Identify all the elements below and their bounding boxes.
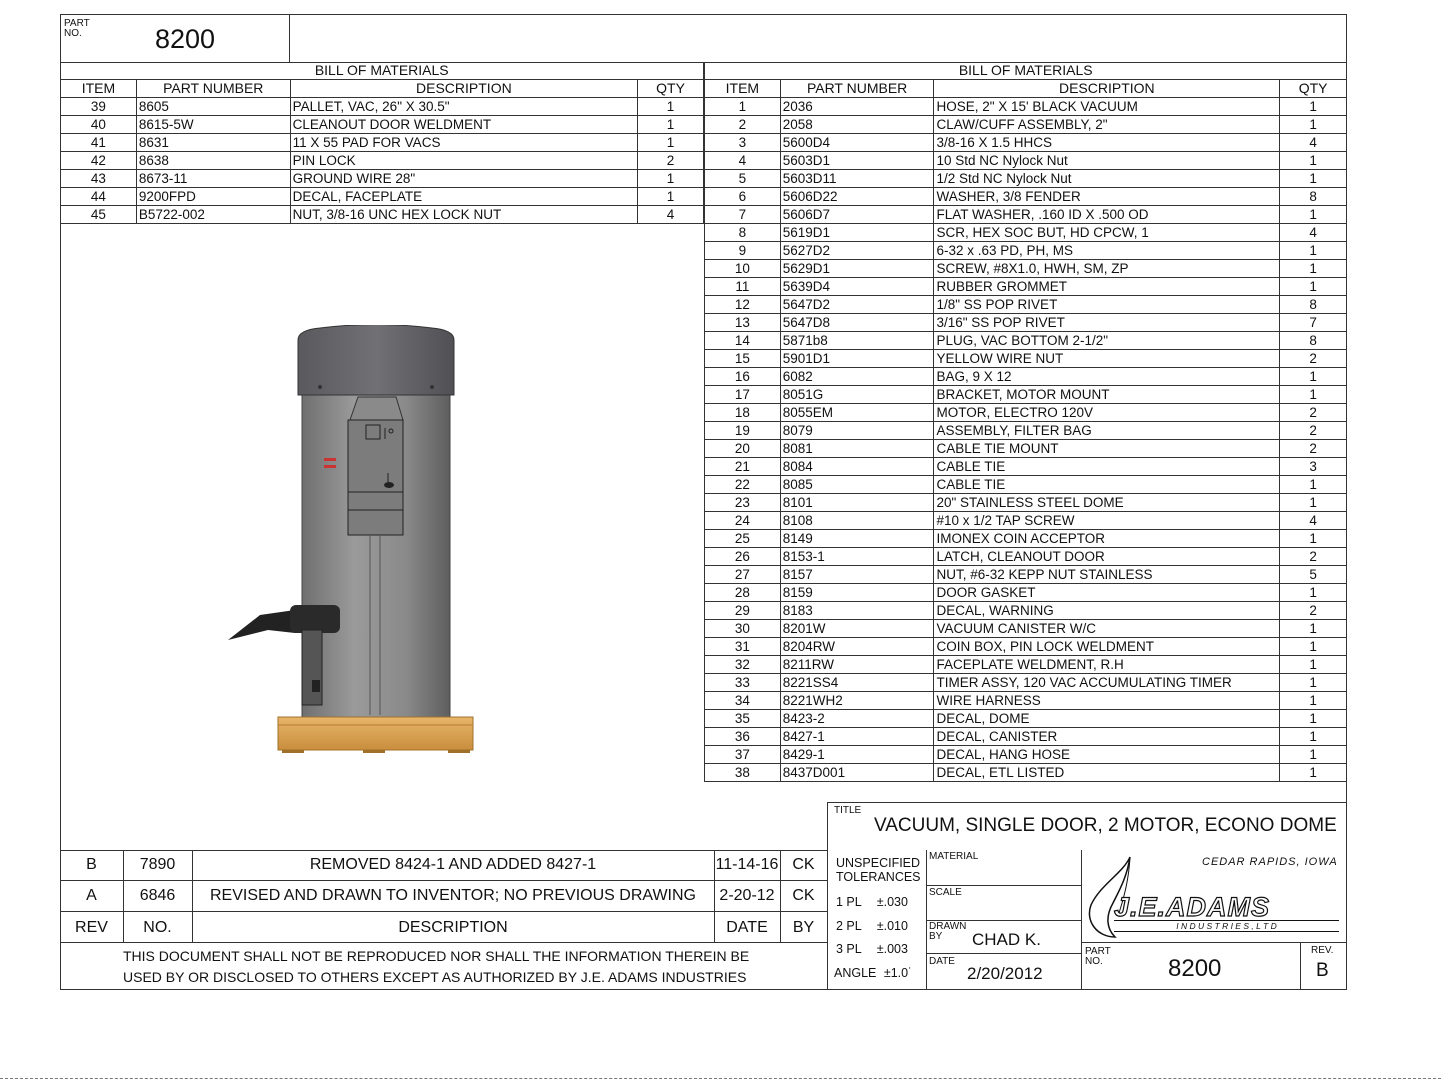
bom-cell-part-number: 8211RW: [780, 656, 934, 674]
bom-cell-item: 7: [705, 206, 781, 224]
bom-cell-description: YELLOW WIRE NUT: [934, 350, 1280, 368]
bom-cell-description: COIN BOX, PIN LOCK WELDMENT: [934, 638, 1280, 656]
bom-cell-description: 20" STAINLESS STEEL DOME: [934, 494, 1280, 512]
bom-cell-description: WIRE HARNESS: [934, 692, 1280, 710]
bom-row: [705, 350, 1347, 368]
bom-cell-description: FACEPLATE WELDMENT, R.H: [934, 656, 1280, 674]
part-label: PART NO.: [1085, 946, 1111, 967]
bom-cell-description: RUBBER GROMMET: [934, 278, 1280, 296]
rev-header-description: DESCRIPTION: [398, 919, 508, 936]
bom-row: [61, 152, 704, 170]
material-label: MATERIAL: [929, 851, 979, 862]
bom-cell-qty: 1: [1280, 674, 1347, 692]
bom-cell-item: 13: [705, 314, 781, 332]
bom-cell-description: ASSEMBLY, FILTER BAG: [934, 422, 1280, 440]
bom-cell-part-number: 8051G: [780, 386, 934, 404]
bom-cell-part-number: 8638: [136, 152, 290, 170]
bom-cell-qty: 4: [1280, 134, 1347, 152]
bom-row: [705, 548, 1347, 566]
bom-cell-part-number: 8149: [780, 530, 934, 548]
bom-cell-part-number: 8427-1: [780, 728, 934, 746]
bom-cell-part-number: 5600D4: [780, 134, 934, 152]
bom-cell-part-number: B5722-002: [136, 206, 290, 224]
bom-row: [705, 188, 1347, 206]
bom-cell-item: 20: [705, 440, 781, 458]
bom-cell-description: CABLE TIE MOUNT: [934, 440, 1280, 458]
bom-row: [705, 728, 1347, 746]
bom-cell-part-number: 8423-2: [780, 710, 934, 728]
bom-cell-qty: 2: [1280, 422, 1347, 440]
bom-cell-qty: 1: [1280, 746, 1347, 764]
bom-cell-item: 21: [705, 458, 781, 476]
bom-cell-item: 41: [61, 134, 137, 152]
bom-cell-description: DECAL, WARNING: [934, 602, 1280, 620]
bom-caption: BILL OF MATERIALS: [61, 62, 704, 80]
bom-cell-qty: 1: [1280, 98, 1347, 116]
bom-cell-qty: 1: [1280, 116, 1347, 134]
bom-cell-item: 33: [705, 674, 781, 692]
bom-row: [705, 116, 1347, 134]
bom-cell-part-number: 8605: [136, 98, 290, 116]
bom-cell-part-number: 8615-5W: [136, 116, 290, 134]
bom-cell-item: 10: [705, 260, 781, 278]
rev-header-rev: REV: [75, 919, 108, 936]
faceplate: [348, 420, 403, 535]
bom-row: [705, 260, 1347, 278]
bom-cell-description: 6-32 x .63 PD, PH, MS: [934, 242, 1280, 260]
faceplate-top: [350, 397, 403, 420]
bom-cell-qty: 8: [1280, 332, 1347, 350]
bom-cell-qty: 1: [638, 98, 704, 116]
bom-row: [705, 494, 1347, 512]
bom-cell-qty: 1: [1280, 260, 1347, 278]
bom-table-right: [704, 62, 1347, 782]
bom-cell-qty: 1: [1280, 494, 1347, 512]
bom-cell-item: 24: [705, 512, 781, 530]
bom-cell-qty: 1: [1280, 368, 1347, 386]
bom-row: [705, 206, 1347, 224]
bom-cell-description: FLAT WASHER, .160 ID X .500 OD: [934, 206, 1280, 224]
part-box-number: 8200: [155, 24, 216, 54]
bom-cell-part-number: 8055EM: [780, 404, 934, 422]
bom-header-qty: QTY: [1280, 80, 1347, 98]
bom-row: [705, 620, 1347, 638]
bom-cell-part-number: 8204RW: [780, 638, 934, 656]
drawn-by-label: DRAWN BY: [929, 921, 967, 942]
bom-cell-item: 6: [705, 188, 781, 206]
bom-cell-item: 38: [705, 764, 781, 782]
title-block-left: [827, 802, 828, 990]
rev-header-by: BY: [792, 919, 815, 936]
bom-cell-qty: 1: [1280, 170, 1347, 188]
tol-2pl: 2 PL ±.010: [836, 919, 908, 933]
date-label: DATE: [929, 956, 955, 967]
bom-cell-qty: 1: [1280, 638, 1347, 656]
scale-label: SCALE: [929, 887, 962, 898]
bom-cell-item: 4: [705, 152, 781, 170]
drawing-title: VACUUM, SINGLE DOOR, 2 MOTOR, ECONO DOME: [874, 815, 1337, 836]
bom-row: [705, 278, 1347, 296]
bom-cell-qty: 8: [1280, 188, 1347, 206]
bom-cell-qty: 4: [1280, 512, 1347, 530]
rev-top-line: [60, 850, 827, 851]
bom-cell-part-number: 8429-1: [780, 746, 934, 764]
bom-cell-description: DECAL, ETL LISTED: [934, 764, 1280, 782]
bom-cell-item: 15: [705, 350, 781, 368]
bom-row: [705, 368, 1347, 386]
rev-cell-by: CK: [792, 887, 815, 904]
bom-table-left: [60, 62, 704, 224]
bom-cell-qty: 2: [1280, 548, 1347, 566]
bom-cell-qty: 1: [638, 134, 704, 152]
bom-cell-qty: 1: [1280, 620, 1347, 638]
bom-cell-part-number: 6082: [780, 368, 934, 386]
bom-cell-qty: 1: [1280, 386, 1347, 404]
bom-cell-part-number: 8221SS4: [780, 674, 934, 692]
bom-cell-item: 42: [61, 152, 137, 170]
part-box-label: PART NO.: [64, 18, 90, 39]
bom-row: [705, 602, 1347, 620]
bom-cell-qty: 1: [638, 116, 704, 134]
bom-cell-item: 29: [705, 602, 781, 620]
bom-cell-item: 2: [705, 116, 781, 134]
bom-cell-item: 16: [705, 368, 781, 386]
bom-cell-item: 8: [705, 224, 781, 242]
tol-3pl: 3 PL ±.003: [836, 942, 908, 956]
bom-row: [705, 152, 1347, 170]
bom-row: [705, 314, 1347, 332]
bom-row: [705, 476, 1347, 494]
bom-cell-description: GROUND WIRE 28": [290, 170, 637, 188]
bom-cell-part-number: 8159: [780, 584, 934, 602]
bom-cell-part-number: 8081: [780, 440, 934, 458]
bom-row: [705, 746, 1347, 764]
bom-cell-item: 36: [705, 728, 781, 746]
bom-cell-description: 3/8-16 X 1.5 HHCS: [934, 134, 1280, 152]
bom-cell-item: 25: [705, 530, 781, 548]
bom-cell-part-number: 5627D2: [780, 242, 934, 260]
bom-cell-description: CABLE TIE: [934, 458, 1280, 476]
bom-cell-part-number: 8085: [780, 476, 934, 494]
bom-cell-qty: 1: [1280, 152, 1347, 170]
bom-cell-qty: 1: [1280, 530, 1347, 548]
bom-cell-qty: 2: [1280, 350, 1347, 368]
bom-cell-description: 3/16" SS POP RIVET: [934, 314, 1280, 332]
rev-cell-no: 6846: [139, 887, 176, 904]
bom-row: [61, 188, 704, 206]
bom-cell-description: SCREW, #8X1.0, HWH, SM, ZP: [934, 260, 1280, 278]
bom-cell-description: CABLE TIE: [934, 476, 1280, 494]
bom-header-description: DESCRIPTION: [290, 80, 637, 98]
bom-cell-description: BAG, 9 X 12: [934, 368, 1280, 386]
bom-cell-qty: 1: [638, 170, 704, 188]
bom-cell-item: 14: [705, 332, 781, 350]
bom-cell-qty: 1: [1280, 206, 1347, 224]
bom-cell-item: 31: [705, 638, 781, 656]
bom-cell-description: PIN LOCK: [290, 152, 637, 170]
bom-row: [61, 134, 704, 152]
notice-line-2: USED BY OR DISCLOSED TO OTHERS EXCEPT AS AUTHORIZED BY J.E. ADAMS INDUSTRIES: [123, 969, 747, 985]
bom-caption: BILL OF MATERIALS: [705, 62, 1347, 80]
bom-row: [705, 224, 1347, 242]
bom-cell-description: BRACKET, MOTOR MOUNT: [934, 386, 1280, 404]
bom-cell-part-number: 5647D2: [780, 296, 934, 314]
bom-row: [705, 458, 1347, 476]
bom-cell-qty: 1: [638, 188, 704, 206]
bom-cell-qty: 5: [1280, 566, 1347, 584]
bom-cell-item: 26: [705, 548, 781, 566]
bom-cell-item: 11: [705, 278, 781, 296]
bom-cell-description: DOOR GASKET: [934, 584, 1280, 602]
tol-1pl: 1 PL ±.030: [836, 895, 908, 909]
bom-cell-part-number: 8153-1: [780, 548, 934, 566]
bom-cell-item: 22: [705, 476, 781, 494]
bom-cell-item: 17: [705, 386, 781, 404]
bom-row: [705, 674, 1347, 692]
bom-cell-description: NUT, #6-32 KEPP NUT STAINLESS: [934, 566, 1280, 584]
drawing-date: 2/20/2012: [967, 964, 1043, 983]
bom-cell-item: 39: [61, 98, 137, 116]
bom-cell-item: 32: [705, 656, 781, 674]
bom-row: [705, 386, 1347, 404]
bom-cell-qty: 7: [1280, 314, 1347, 332]
bom-cell-part-number: 5871b8: [780, 332, 934, 350]
company-subtitle: I N D U S T R I E S , L T D: [1114, 920, 1339, 932]
rev-cell-date: 11-14-16: [715, 856, 779, 873]
bom-cell-description: SCR, HEX SOC BUT, HD CPCW, 1: [934, 224, 1280, 242]
bom-cell-item: 28: [705, 584, 781, 602]
bom-cell-description: PALLET, VAC, 26" X 30.5": [290, 98, 637, 116]
bom-cell-qty: 1: [1280, 278, 1347, 296]
rev-cell-description: REVISED AND DRAWN TO INVENTOR; NO PREVIOUS DRAWING: [210, 887, 696, 904]
bom-cell-description: DECAL, FACEPLATE: [290, 188, 637, 206]
bom-cell-description: NUT, 3/8-16 UNC HEX LOCK NUT: [290, 206, 637, 224]
bom-row: [705, 134, 1347, 152]
bom-cell-qty: 1: [1280, 764, 1347, 782]
bom-cell-qty: 8: [1280, 296, 1347, 314]
bom-row: [705, 764, 1347, 782]
bom-cell-description: DECAL, DOME: [934, 710, 1280, 728]
rev-header-date: DATE: [726, 919, 768, 936]
bom-cell-item: 23: [705, 494, 781, 512]
bom-cell-part-number: 8437D001: [780, 764, 934, 782]
bom-row: [705, 656, 1347, 674]
bom-cell-item: 1: [705, 98, 781, 116]
bom-cell-qty: 1: [1280, 728, 1347, 746]
company-location: CEDAR RAPIDS, IOWA: [1202, 856, 1338, 868]
bom-cell-qty: 4: [638, 206, 704, 224]
bom-cell-item: 35: [705, 710, 781, 728]
bom-cell-item: 9: [705, 242, 781, 260]
bom-cell-item: 30: [705, 620, 781, 638]
bom-cell-description: #10 x 1/2 TAP SCREW: [934, 512, 1280, 530]
bom-cell-description: TIMER ASSY, 120 VAC ACCUMULATING TIMER: [934, 674, 1280, 692]
bom-cell-part-number: 9200FPD: [136, 188, 290, 206]
bom-cell-description: PLUG, VAC BOTTOM 2-1/2": [934, 332, 1280, 350]
bom-cell-qty: 3: [1280, 458, 1347, 476]
bom-cell-part-number: 5619D1: [780, 224, 934, 242]
bom-cell-part-number: 5606D7: [780, 206, 934, 224]
bom-cell-description: IMONEX COIN ACCEPTOR: [934, 530, 1280, 548]
bom-row: [61, 206, 704, 224]
bom-cell-description: 10 Std NC Nylock Nut: [934, 152, 1280, 170]
bom-row: [705, 404, 1347, 422]
bom-cell-part-number: 8108: [780, 512, 934, 530]
bom-row: [705, 422, 1347, 440]
bom-header-item: ITEM: [705, 80, 781, 98]
bom-cell-part-number: 5647D8: [780, 314, 934, 332]
bom-cell-item: 40: [61, 116, 137, 134]
bom-cell-item: 34: [705, 692, 781, 710]
bom-cell-qty: 2: [1280, 602, 1347, 620]
bom-row: [705, 440, 1347, 458]
bom-cell-item: 43: [61, 170, 137, 188]
bom-cell-part-number: 2036: [780, 98, 934, 116]
rev-cell-description: REMOVED 8424-1 AND ADDED 8427-1: [309, 856, 597, 873]
bom-row: [61, 116, 704, 134]
bom-cell-part-number: 8157: [780, 566, 934, 584]
dome: [298, 325, 454, 395]
bom-row: [705, 512, 1347, 530]
bom-cell-item: 12: [705, 296, 781, 314]
bom-row: [705, 170, 1347, 188]
rev-cell-rev: B: [86, 856, 97, 873]
vacuum-illustration: [220, 325, 490, 755]
bom-header-part-number: PART NUMBER: [780, 80, 934, 98]
bom-row: [705, 332, 1347, 350]
bom-cell-qty: 1: [1280, 710, 1347, 728]
bom-cell-part-number: 5606D22: [780, 188, 934, 206]
bom-cell-part-number: 5629D1: [780, 260, 934, 278]
bom-cell-part-number: 8084: [780, 458, 934, 476]
bom-header-description: DESCRIPTION: [934, 80, 1280, 98]
title-label: TITLE: [834, 805, 862, 816]
title-block-top: [827, 802, 1347, 803]
bom-cell-part-number: 8221WH2: [780, 692, 934, 710]
bom-cell-description: DECAL, HANG HOSE: [934, 746, 1280, 764]
bom-cell-qty: 1: [1280, 692, 1347, 710]
notice-line-1: THIS DOCUMENT SHALL NOT BE REPRODUCED NOR SHALL THE INFORMATION THEREIN BE: [123, 948, 750, 964]
bom-cell-qty: 2: [1280, 440, 1347, 458]
bom-cell-description: LATCH, CLEANOUT DOOR: [934, 548, 1280, 566]
bom-cell-item: 18: [705, 404, 781, 422]
bom-row: [705, 530, 1347, 548]
bom-row: [705, 692, 1347, 710]
rev-cell-by: CK: [792, 856, 815, 873]
bom-cell-item: 3: [705, 134, 781, 152]
bom-cell-item: 19: [705, 422, 781, 440]
bom-row: [705, 242, 1347, 260]
bom-cell-description: CLAW/CUFF ASSEMBLY, 2": [934, 116, 1280, 134]
bom-cell-description: VACUUM CANISTER W/C: [934, 620, 1280, 638]
bom-cell-qty: 1: [1280, 242, 1347, 260]
bom-cell-qty: 2: [1280, 404, 1347, 422]
bom-cell-qty: 1: [1280, 584, 1347, 602]
bom-row: [705, 584, 1347, 602]
bom-header-item: ITEM: [61, 80, 137, 98]
bom-cell-description: 1/2 Std NC Nylock Nut: [934, 170, 1280, 188]
bom-cell-qty: 1: [1280, 656, 1347, 674]
tol-angle: ANGLE ±1.0˙: [834, 966, 913, 980]
bom-cell-item: 44: [61, 188, 137, 206]
bom-cell-item: 45: [61, 206, 137, 224]
bom-cell-part-number: 5603D11: [780, 170, 934, 188]
bom-cell-part-number: 8101: [780, 494, 934, 512]
bom-cell-description: CLEANOUT DOOR WELDMENT: [290, 116, 637, 134]
rev-cell-no: 7890: [139, 856, 176, 873]
bom-row: [705, 98, 1347, 116]
bom-cell-part-number: 8079: [780, 422, 934, 440]
bom-cell-qty: 1: [1280, 476, 1347, 494]
bom-row: [61, 98, 704, 116]
bom-row: [705, 638, 1347, 656]
rev-header-no: NO.: [143, 919, 172, 936]
bom-header-qty: QTY: [638, 80, 704, 98]
bom-header-part-number: PART NUMBER: [136, 80, 290, 98]
bom-cell-description: DECAL, CANISTER: [934, 728, 1280, 746]
revision-letter: B: [1316, 960, 1329, 981]
bom-cell-qty: 2: [638, 152, 704, 170]
hose-cuff: [290, 605, 340, 633]
part-box-divider: [289, 14, 290, 62]
drawn-by: CHAD K.: [972, 930, 1041, 949]
bom-cell-part-number: 8631: [136, 134, 290, 152]
page-bottom-edge: [0, 1078, 1441, 1079]
pallet: [278, 717, 473, 750]
bom-cell-part-number: 5639D4: [780, 278, 934, 296]
bom-cell-item: 5: [705, 170, 781, 188]
bom-cell-part-number: 8673-11: [136, 170, 290, 188]
bom-row: [705, 710, 1347, 728]
bom-cell-description: HOSE, 2" X 15' BLACK VACUUM: [934, 98, 1280, 116]
bom-row: [705, 566, 1347, 584]
rev-label: REV.: [1311, 945, 1334, 956]
tolerances-label: UNSPECIFIED TOLERANCES: [836, 856, 921, 884]
bom-cell-description: 1/8" SS POP RIVET: [934, 296, 1280, 314]
bom-cell-part-number: 8183: [780, 602, 934, 620]
bom-cell-description: 11 X 55 PAD FOR VACS: [290, 134, 637, 152]
bom-cell-item: 37: [705, 746, 781, 764]
bom-cell-part-number: 5901D1: [780, 350, 934, 368]
bom-cell-item: 27: [705, 566, 781, 584]
bom-row: [61, 170, 704, 188]
company-name: J.E.ADAMS: [1114, 892, 1271, 922]
bom-cell-description: WASHER, 3/8 FENDER: [934, 188, 1280, 206]
bom-cell-description: MOTOR, ELECTRO 120V: [934, 404, 1280, 422]
rev-cell-date: 2-20-12: [719, 887, 775, 904]
part-number: 8200: [1168, 955, 1222, 982]
bom-cell-qty: 4: [1280, 224, 1347, 242]
bom-cell-part-number: 2058: [780, 116, 934, 134]
rev-cell-rev: A: [86, 887, 97, 904]
bom-cell-part-number: 5603D1: [780, 152, 934, 170]
bom-row: [705, 296, 1347, 314]
bom-cell-part-number: 8201W: [780, 620, 934, 638]
